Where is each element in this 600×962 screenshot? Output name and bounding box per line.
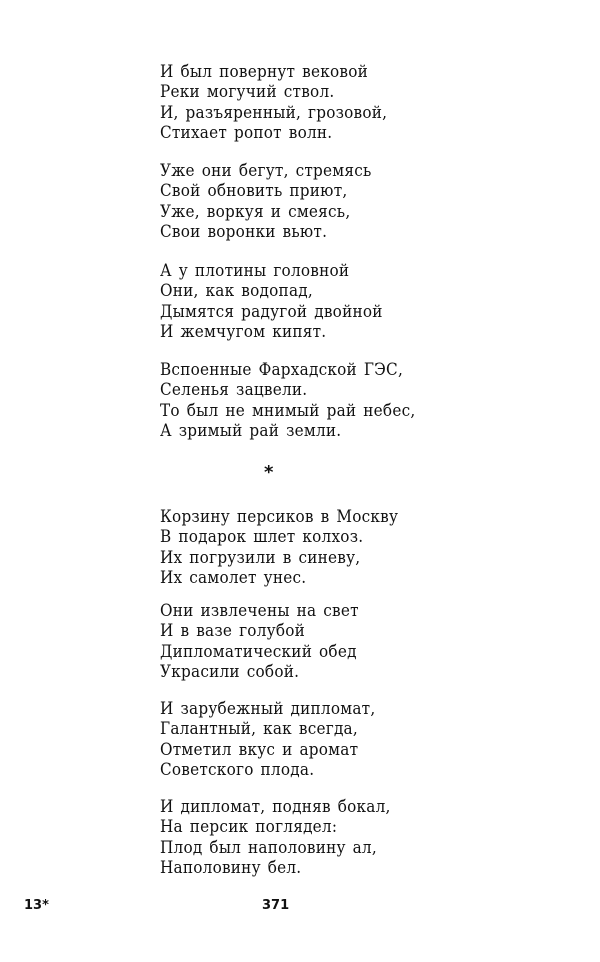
poem-line: Уже, воркуя и смеясь, [160,201,351,221]
printer-signature-mark: 13* [24,898,49,913]
poem-line: Украсили собой. [160,661,300,681]
poem-line: Их самолет унес. [160,567,307,587]
poem-line: Стихает ропот волн. [160,122,333,142]
poem-line: И, разъяренный, грозовой, [160,102,388,122]
stanza-5 [160,507,416,588]
poem-line: Галантный, как всегда, [160,719,358,739]
page-number: 371 [262,898,290,913]
poem-line: В подарок шлет колхоз. [160,527,364,547]
stanza-8 [160,797,408,878]
section-separator-asterisk: * [264,462,274,483]
poem-line: И в вазе голубой [160,621,306,641]
poem-line: И жемчугом кипят. [160,321,327,341]
stanza-3 [160,261,399,342]
poem-line: Свой обновить приют, [160,181,348,201]
poem-line: Отметил вкус и аромат [160,739,359,759]
poem-line: Уже они бегут, стремясь [160,161,372,180]
poem-line: Свои воронки вьют. [160,221,328,241]
poem-line: И зарубежный дипломат, [160,699,376,718]
poem-line: А у плотины головной [160,261,350,280]
poem-line: Реки могучий ствол. [160,82,335,102]
poem-line: На персик поглядел: [160,817,338,837]
poem-line: Корзину персиков в Москву [160,507,399,526]
poem-line: Селенья зацвели. [160,380,308,400]
poem-line: И был повернут вековой [160,62,369,81]
poem-line: Они извлечены на свет [160,601,359,620]
poem-line: То был не мнимый рай небес, [160,400,416,420]
poem-line: Дипломатический обед [160,641,357,661]
stanza-1 [160,62,404,143]
poem-line: Советского плода. [160,759,315,779]
poem-line: А зримый рай земли. [160,420,342,440]
poem-line: Плод был наполовину ал, [160,837,377,857]
stanza-6 [160,601,374,682]
stanza-4 [160,360,435,441]
poem-line: Вспоенные Фархадской ГЭС, [160,360,404,379]
stanza-2 [160,161,387,242]
poem-line: Они, как водопад, [160,281,313,301]
poem-line: Их погрузили в синеву, [160,547,361,567]
stanza-7 [160,699,392,780]
poem-line: Наполовину бел. [160,857,302,877]
poem-line: Дымятся радугой двойной [160,301,383,321]
poem-line: И дипломат, подняв бокал, [160,797,391,816]
